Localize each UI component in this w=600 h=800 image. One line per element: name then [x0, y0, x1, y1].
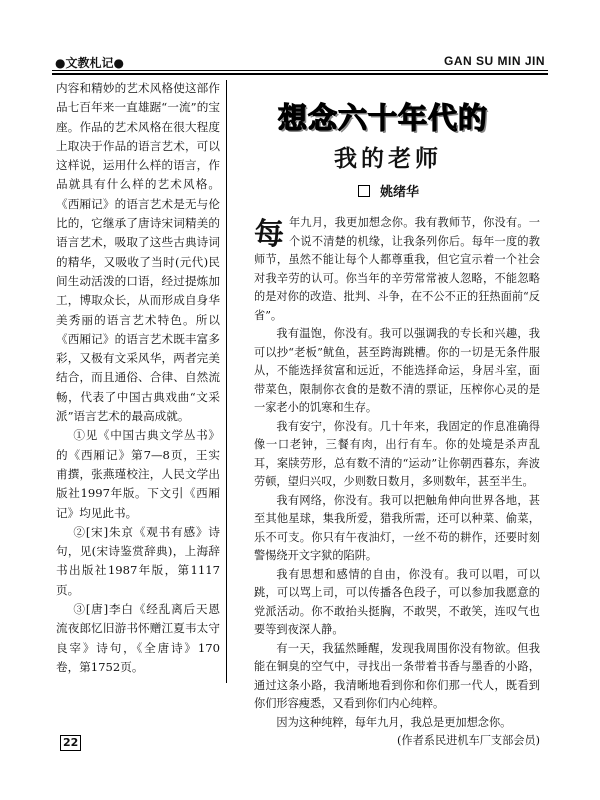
page-number: 22	[60, 735, 81, 751]
left-paragraph: 内容和精妙的艺术风格使这部作品七百年来一直雄踞“一流”的宝座。作品的艺术风格在很大程度上取决于作品的语言艺术，可以这样说，运用什么样的语言，作品就具有什么样的艺术风格。《西厢记》的语言艺术是无与伦比的，它继承了唐诗宋词精美的语言艺术，吸取了这些古典诗词的精华，又吸收了当时(元代)民间生动活泼的口语，经过提炼加工，博取众长，从而形成自身华美秀丽的语言艺术特色。所以《西厢记》的语言艺术既丰富多彩，又极有文采风华，两者完美结合，而且通俗、合律、自然流畅，代表了中国古典戏曲“文采派”语言艺术的最高成就。	[56, 81, 220, 424]
article-paragraph: 因为这种纯粹，每年九月，我总是更加想念你。	[276, 715, 512, 729]
footnote-1: ①见《中国古典文学丛书》的《西厢记》第7—8页，王实甫撰，张燕瑾校注，人民文学出版社1997年版。下文引《西厢记》均见此书。	[56, 428, 220, 520]
header-rule-thick	[52, 73, 548, 75]
author-box-icon	[358, 185, 370, 197]
author-line	[358, 181, 419, 200]
footnote-2: ②[宋]朱京《观书有感》诗句，见(宋诗鉴赏辞典)，上海辞书出版社1987年版，第1117页。	[56, 524, 220, 597]
article-paragraph: 我有温饱，你没有。我可以强调我的专长和兴趣，我可以抄“老板”鱿鱼，甚至跨海跳槽。你的一切是无条件服从，不能选择贫富和远近，不能选择命运，身居斗室，面带菜色，限制你衣食的是数不清的票证，压榨你心灵的是一家老小的饥寒和生存。	[254, 327, 540, 414]
section-label: ●文教札记●	[55, 56, 124, 70]
article-paragraph-1-text: 年九月，我更加想念你。我有教师节，你没有。一个说不清楚的机缘，让我条列你后。每年一度的教师节，虽然不能让每个人都尊重我，但它宣示着一个社会对我辛劳的认可。你当年的辛劳常常被人忽略，不能忽略的是对你的改造、批判、斗争，在不公不正的狂热面前“反省”。	[254, 216, 540, 322]
author-affiliation: (作者系民进机车厂支部会员)	[397, 734, 540, 747]
author-name: 姚绪华	[380, 185, 420, 200]
drop-cap: 每	[254, 217, 284, 252]
article-paragraph: 我有网络，你没有。我可以把触角伸向世界各地，甚至其他星球，集我所爱，猎我所需，还可以种菜、偷菜，乐不可支。你只有午夜油灯，一丝不苟的耕作，还要时刻警惕绕开文字狱的陷阱。	[254, 493, 540, 562]
article-body	[254, 214, 540, 751]
article-title: 想念六十年代的	[278, 101, 489, 135]
left-column	[56, 79, 220, 677]
journal-name: GAN SU MIN JIN	[443, 54, 545, 68]
article-subtitle: 我的老师	[334, 145, 442, 172]
article-paragraph: 有一天，我猛然睡醒，发现我周围你没有物欲。但我能在铜臭的空气中，寻找出一条带着书香与墨香的小路，通过这条小路，我清晰地看到你和你们那一代人，既看到你们形容瘦悉，又看到你们内心纯粹。	[254, 641, 540, 710]
article-paragraph-1	[254, 214, 540, 325]
article-paragraph: 我有思想和感情的自由，你没有。我可以唱，可以跳，可以骂上司，可以传播各色段子，可以参加我愿意的党派活动。你不敢抬头挺胸，不敢哭，不敢笑，连叹气也要等到夜深人静。	[254, 567, 540, 636]
article-paragraph: 我有安宁，你没有。几十年来，我固定的作息准确得像一口老钟，三餐有肉，出行有车。你的处境是杀声乱耳，案牍劳形，总有数不清的“运动”让你朝西暮东，奔波劳顿，望归兴叹，少则数日数月，多则数年，甚至半生。	[254, 419, 540, 488]
column-divider	[226, 80, 227, 683]
footnote-3: ③[唐]李白《经乱离后天恩流夜郎忆旧游书怀赠江夏韦太守良宰》诗句，《全唐诗》170卷，第1752页。	[56, 602, 220, 674]
header-rule-thin	[52, 70, 548, 71]
